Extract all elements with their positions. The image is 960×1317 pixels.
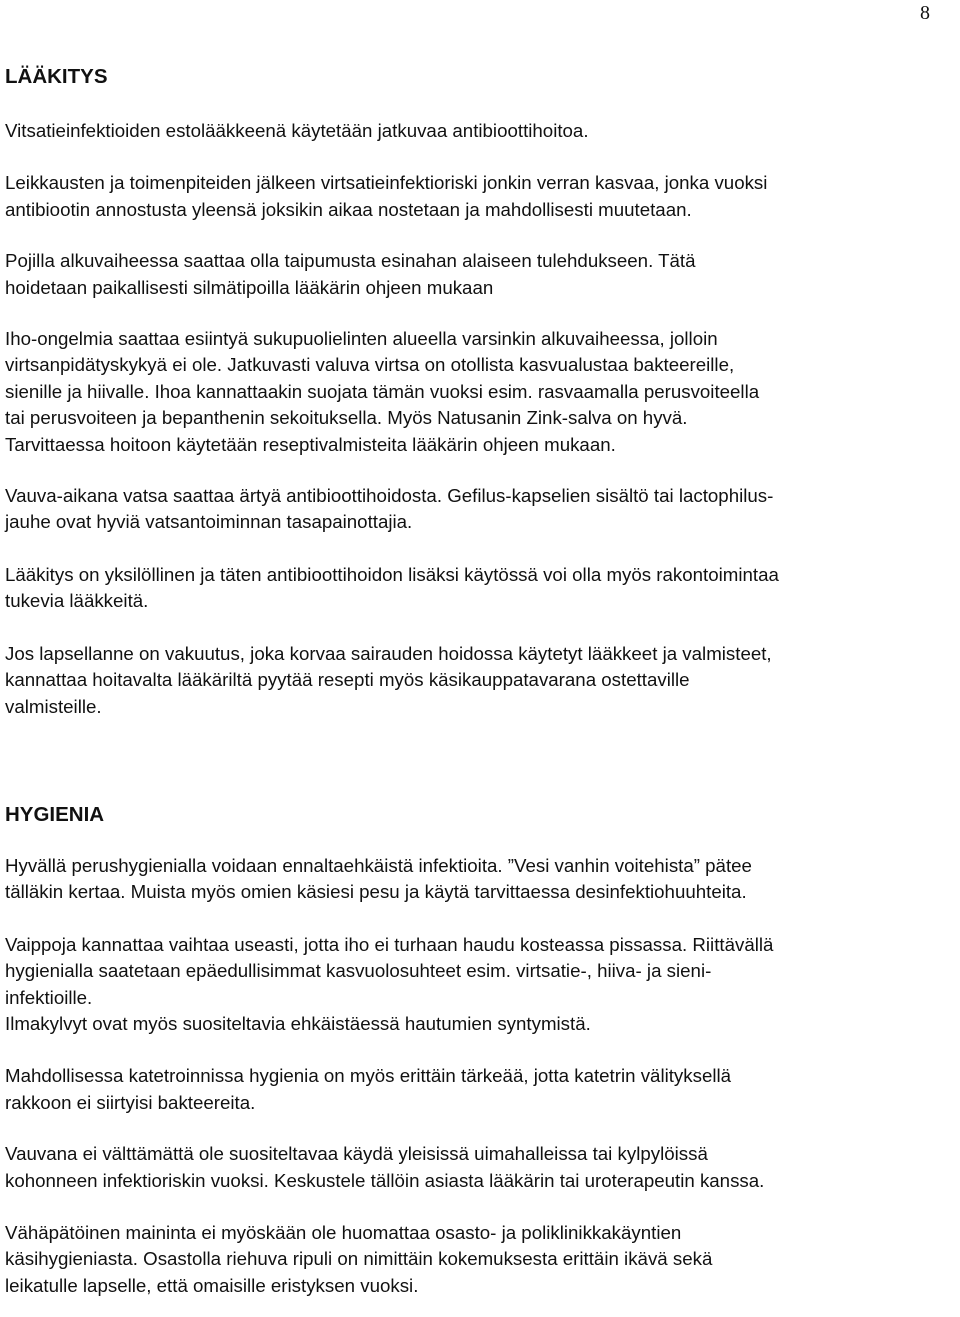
text-line: Vauvana ei välttämättä ole suositeltavaa käydä yleisissä uimahalleissa tai kylpylöissä (5, 1143, 708, 1165)
paragraph (5, 1063, 955, 1116)
document-body (5, 64, 955, 1299)
text-line: Leikkausten ja toimenpiteiden jälkeen virtsatieinfektioriski jonkin verran kasvaa, jonka vuoksi (5, 172, 768, 194)
text-line: Pojilla alkuvaiheessa saattaa olla taipumusta esinahan alaiseen tulehdukseen. Tätä (5, 250, 696, 272)
paragraph (5, 170, 955, 223)
paragraph (5, 1141, 955, 1194)
text-line: Iho-ongelmia saattaa esiintyä sukupuolielinten alueella varsinkin alkuvaiheessa, jolloin (5, 328, 718, 350)
text-line: käsihygieniasta. Osastolla riehuva ripuli on nimittäin kokemuksesta erittäin ikävä sekä (5, 1248, 713, 1270)
paragraph (5, 641, 955, 720)
text-line: tai perusvoiteen ja bepanthenin sekoituksella. Myös Natusanin Zink-salva on hyvä. (5, 407, 688, 429)
text-line: leikatulle lapselle, että omaisille eristyksen vuoksi. (5, 1274, 419, 1296)
text-line: hoidetaan paikallisesti silmätipoilla lääkärin ohjeen mukaan (5, 276, 494, 298)
paragraph (5, 483, 955, 536)
paragraph (5, 562, 955, 615)
text-line: Vitsatieinfektioiden estolääkkeenä käytetään jatkuvaa antibioottihoitoa. (5, 120, 589, 141)
text-line: sienille ja hiivalle. Ihoa kannattaakin suojata tämän vuoksi esim. rasvaamalla perusvoiteella (5, 380, 760, 402)
paragraph (5, 118, 955, 144)
text-line: virtsanpidätyskykyä ei ole. Jatkuvasti valuva virtsa on otollista kasvualustaa bakteereille, (5, 354, 735, 376)
section-heading-hygiene: HYGIENIA (5, 802, 105, 826)
text-line: tukevia lääkkeitä. (5, 590, 149, 612)
text-line: Vähäpätöinen maininta ei myöskään ole huomattaa osasto- ja poliklinikkakäyntien (5, 1221, 682, 1243)
paragraph (5, 248, 955, 301)
text-line: valmisteille. (5, 695, 102, 717)
text-line: Hyvällä perushygienialla voidaan ennaltaehkäistä infektioita. ”Vesi vanhin voitehista” pätee (5, 854, 752, 876)
text-line: Vauva-aikana vatsa saattaa ärtyä antibioottihoidosta. Gefilus-kapselien sisältö tai lactophilus- (5, 485, 774, 507)
text-line: Jos lapsellanne on vakuutus, joka korvaa sairauden hoidossa käytetyt lääkkeet ja valmisteet, (5, 642, 772, 664)
text-line: kannattaa hoitavalta lääkäriltä pyytää resepti myös käsikauppatavarana ostettaville (5, 669, 690, 691)
text-line: Tarvittaessa hoitoon käytetään reseptivalmisteita lääkärin ohjeen mukaan. (5, 433, 616, 455)
text-line: Vaippoja kannattaa vaihtaa useasti, jotta iho ei turhaan haudu kosteassa pissassa. Riittävällä (5, 933, 774, 955)
paragraph (5, 853, 955, 906)
text-line: hygienialla saatetaan epäedullisimmat kasvuolosuhteet esim. virtsatie-, hiiva- ja sieni- (5, 960, 712, 982)
paragraph (5, 932, 955, 1038)
section-heading-medication: LÄÄKITYS (5, 65, 108, 88)
text-line: jauhe ovat hyviä vatsantoiminnan tasapainottajia. (5, 511, 413, 533)
text-line: kohonneen infektioriskin vuoksi. Keskustele tällöin asiasta lääkärin tai uroterapeutin kanssa. (5, 1169, 765, 1191)
text-line: Mahdollisessa katetroinnissa hygienia on myös erittäin tärkeää, jotta katetrin välityksellä (5, 1065, 732, 1087)
text-line: antibiootin annostusta yleensä joksikin aikaa nostetaan ja mahdollisesti muutetaan. (5, 198, 692, 220)
paragraph (5, 1220, 955, 1299)
text-line: infektioille. (5, 986, 93, 1008)
text-line: rakkoon ei siirtyisi bakteereita. (5, 1091, 256, 1113)
text-line: tälläkin kertaa. Muista myös omien käsiesi pesu ja käytä tarvittaessa desinfektiohuuhteita. (5, 881, 747, 903)
text-line: Ilmakylvyt ovat myös suositeltavia ehkäistäessä hautumien syntymistä. (5, 1012, 591, 1034)
text-line: Lääkitys on yksilöllinen ja täten antibioottihoidon lisäksi käytössä voi olla myös rakontoimintaa (5, 563, 779, 585)
page-number: 8 (920, 2, 930, 24)
paragraph (5, 326, 955, 458)
